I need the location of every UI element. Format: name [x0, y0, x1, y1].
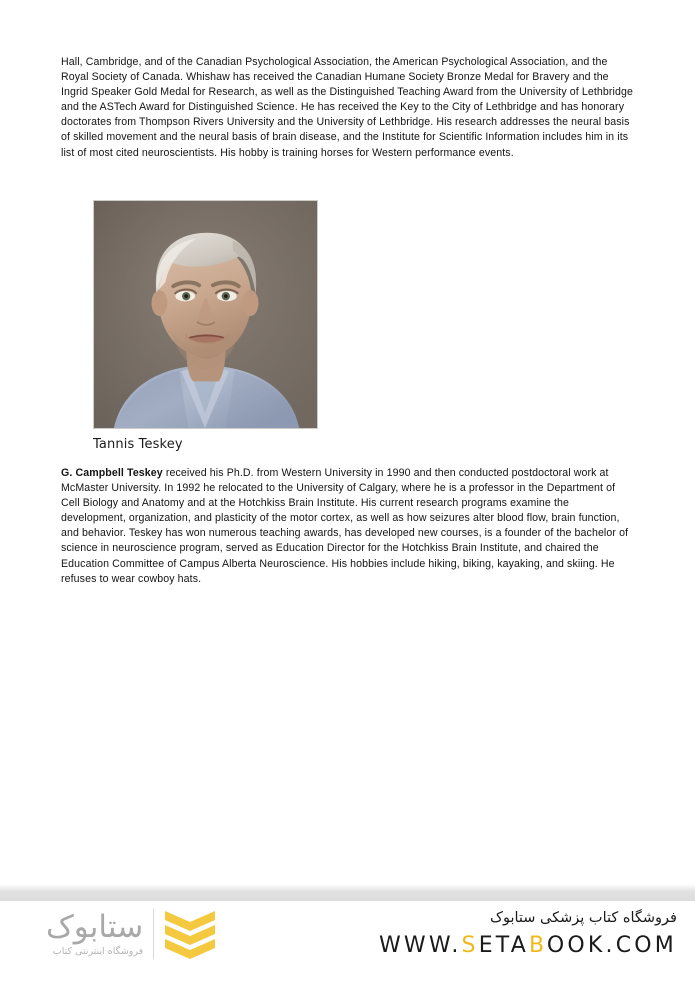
logo-tagline-text: فروشگاه اینترنتی کتاب: [52, 946, 144, 957]
footer-watermark: [0, 901, 695, 982]
paragraph-whishaw-bio: [61, 55, 633, 161]
logo-wordmark: [46, 910, 153, 958]
figure-portrait: [93, 200, 318, 454]
paragraph-lead-name: G. Campbell Teskey: [61, 467, 163, 479]
portrait-photo: [93, 200, 318, 429]
triple-chevron-icon: [163, 909, 217, 959]
logo-divider: [153, 909, 154, 959]
brand-tagline: فروشگاه کتاب پزشکی ستابوک: [489, 910, 677, 926]
paragraph-text: received his Ph.D. from Western University in 1990 and then conducted postdoctoral work at McMaster University. In 1992 he relocated to the University of Calgary, where he is a professor in the Department of Cell Biology and Anatomy and at the Hotchkiss Brain Institute. His current research programs examine the development, organization, and plasticity of the motor cortex, as well as how seizures alter blood flow, brain function, and behavior. Teskey has won numerous teaching awards, has developed new courses, is a founder of the bachelor of science in neuroscience program, served as Education Director for the Hotchkiss Brain Institute, and chaired the Education Committee of Campus Alberta Neuroscience. His hobbies include hiking, biking, kayaking, and skiing. He refuses to wear cowboy hats.: [61, 467, 629, 585]
footer-separator-band: [0, 884, 695, 901]
document-body-lower: [61, 466, 633, 587]
url-part-s: S: [461, 933, 479, 958]
brand-url[interactable]: [379, 931, 677, 961]
url-part-b: B: [528, 933, 547, 958]
setabook-logo[interactable]: [46, 909, 217, 959]
brand-block: [379, 907, 677, 961]
logo-wordmark-text: ستابوک: [46, 909, 144, 945]
figure-caption: Tannis Teskey: [93, 437, 183, 452]
url-part-ookcom: OOK.COM: [546, 933, 677, 958]
paragraph-teskey-bio: [61, 466, 633, 587]
document-body: [61, 55, 633, 161]
paragraph-text: Hall, Cambridge, and of the Canadian Psychological Association, the American Psychological Association, and the Royal Society of Canada. Whishaw has received the Canadian Humane Society Bronze Medal for Bravery and the Ingrid Speaker Gold Medal for Research, as well as the Distinguished Teaching Award from the University of Lethbridge and the ASTech Award for Distinguished Science. He has received the Key to the City of Lethbridge and has honorary doctorates from Thompson Rivers University and the University of Lethbridge. His research addresses the neural basis of skilled movement and the neural basis of brain disease, and the Institute for Scientific Information includes him in its list of most cited neuroscientists. His hobby is training horses for Western performance events.: [61, 56, 634, 159]
url-part-eta: ETA: [478, 933, 529, 958]
url-part-www: WWW.: [378, 933, 462, 958]
